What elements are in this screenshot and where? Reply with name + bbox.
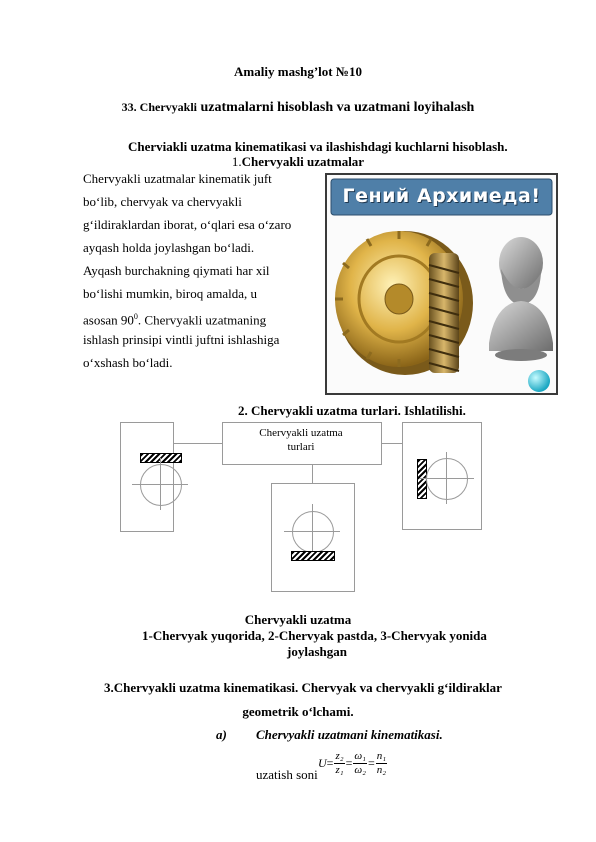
formula-lhs: U: [318, 756, 327, 770]
connector-bottom: [312, 463, 313, 483]
subsection-title: Chervyakli uzatmani kinematikasi.: [256, 727, 443, 742]
caption-title: Chervyakli uzatma: [244, 612, 352, 627]
topic-heading: [0, 100, 596, 116]
axis-v-1: [160, 458, 161, 510]
topic-number: 33. Chervyakli: [121, 100, 197, 114]
worm-hatch-bottom: [291, 551, 335, 561]
section1-heading: [0, 154, 596, 170]
section1-line-6: bo‘lishi mumkin, biroq amalda, u: [83, 286, 258, 301]
section1-number: 1.: [231, 154, 242, 169]
worm-hatch-top: [140, 453, 182, 463]
gear-ratio-formula: [318, 750, 388, 777]
wheel-circle-3: [426, 458, 468, 500]
z1: z₁: [335, 764, 344, 776]
archimedes-image: [325, 173, 558, 395]
section1-line-1: Chervyakli uzatmalar kinematik juft: [83, 171, 272, 186]
subtitle: Cherviakli uzatma kinematikasi va ilashishdagi kuchlarni hisoblash.: [128, 139, 508, 154]
section3-heading: 3.Chervyakli uzatma kinematikasi. Chervyak va chervyakli g‘ildiraklar: [104, 680, 502, 695]
formula-label: uzatish soni: [256, 767, 318, 782]
section1-line-7-start: asosan 90: [83, 312, 134, 328]
section2-heading: 2. Chervyakli uzatma turlari. Ishlatilishi.: [238, 403, 466, 418]
omega2: ω₂: [354, 764, 366, 776]
section1-line-9: o‘xshash bo‘ladi.: [83, 355, 173, 370]
section3-heading-cont: geometrik o‘lchami.: [242, 704, 354, 719]
formula-eq-3: =: [367, 756, 375, 770]
degree-superscript: 0: [133, 312, 138, 321]
formula-eq-2: =: [345, 756, 353, 770]
types-label-line-2: turlari: [287, 441, 315, 453]
fraction-rpm: [376, 750, 387, 777]
types-label: [222, 426, 380, 454]
section1-line-8: ishlash prinsipi vintli juftni ishlashiga: [83, 332, 280, 347]
subsection-marker: a): [216, 727, 227, 742]
worm-graphic: [429, 253, 459, 373]
fraction-teeth: [334, 750, 344, 777]
axis-v-3: [446, 452, 447, 504]
axis-v-2: [312, 504, 313, 556]
image-banner: Гений Архимеда!: [342, 185, 541, 207]
fraction-angular: [353, 750, 367, 777]
connector-left: [172, 443, 222, 444]
section1-line-7: [83, 309, 266, 328]
section1-line-4: ayqash holda joylashgan bo‘ladi.: [83, 240, 255, 255]
formula-eq-1: =: [326, 756, 334, 770]
wheel-circle-1: [140, 464, 182, 506]
caption-positions-end: joylashgan: [287, 644, 347, 659]
n2: n₂: [376, 764, 387, 776]
section1-line-2: bo‘lib, chervyak va chervyakli: [83, 194, 242, 209]
z2: z₂: [335, 750, 344, 762]
section1-line-3: g‘ildiraklardan iborat, o‘qlari esa o‘zaro: [83, 217, 292, 232]
section1-line-7-rest: . Chervyakli uzatmaning: [137, 312, 267, 328]
section1-title: Chervyakli uzatmalar: [241, 154, 365, 169]
ball-graphic: [528, 370, 550, 392]
wheel-circle-2: [292, 511, 334, 553]
caption-positions: 1-Chervyak yuqorida, 2-Chervyak pastda, 3-Chervyak yonida: [142, 628, 487, 643]
omega1: ω₁: [354, 750, 366, 762]
connector-right: [380, 443, 402, 444]
section1-line-5: Ayqash burchakning qiymati har xil: [83, 263, 270, 278]
page-title: Amaliy mashg’lot №10: [234, 64, 362, 79]
topic-rest: uzatmalarni hisoblash va uzatmani loyihalash: [200, 100, 475, 115]
n1: n₁: [376, 750, 387, 762]
types-label-line-1: Chervyakli uzatma: [259, 427, 343, 439]
